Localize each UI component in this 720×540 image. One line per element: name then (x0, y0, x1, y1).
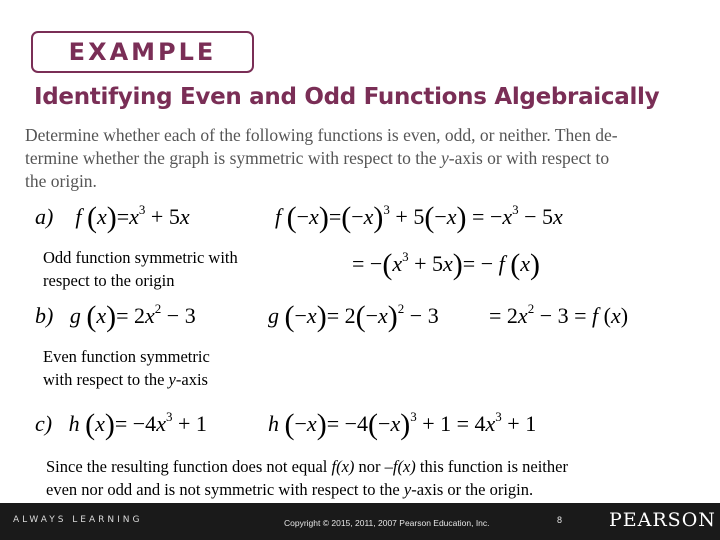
problem-statement (25, 124, 697, 193)
part-b-conclusion: Even function symmetric with respect to the y-axis (43, 347, 210, 389)
part-c-evaluation: h $(-x)= -4(-x)^3 + 1 = 4x^3 + 1$ (268, 408, 537, 441)
page-number: 8 (557, 515, 563, 525)
prompt-line-2: termine whether the graph is symmetric with respect to the y-axis or with respect to (25, 148, 610, 168)
prompt-line-3: the origin. (25, 171, 97, 191)
footer-bar (0, 503, 720, 540)
part-c-conclusion: Since the resulting function does not equal f(x) nor –f(x) this function is neither even nor odd and is not symmetric with respect to the y-axis or the origin. (46, 457, 568, 499)
part-a-evaluation: f $(-x)=(-x)^3 + 5(-x) = -x^3 - 5x$ (275, 201, 563, 234)
part-b-result: = $2x^2 - 3 = f$ (x) (489, 301, 629, 328)
part-b-evaluation: g $(-x)= 2(-x)^2 - 3$ (268, 300, 439, 333)
pearson-logo: PEARSON (609, 509, 716, 531)
part-b-function: b) g $(x)= 2x^2 - 3$ (35, 300, 196, 333)
part-c-function: c) h $(x)= -4x^3 + 1$ (35, 408, 207, 441)
copyright-text: Copyright © 2015, 2011, 2007 Pearson Education, Inc. (284, 518, 490, 528)
part-a-conclusion: Odd function symmetric with respect to the origin (43, 248, 238, 290)
footer-tagline: ALWAYS LEARNING (13, 515, 143, 525)
part-a-function: a) f $(x)=x^3 + 5x$ (35, 201, 190, 234)
part-a-result: = $-(x^3 + 5x)= - f$ (x) (352, 248, 540, 281)
prompt-line-1: Determine whether each of the following functions is even, odd, or neither. Then de- (25, 125, 618, 145)
example-badge: EXAMPLE (31, 31, 254, 73)
slide-title: Identifying Even and Odd Functions Algebraically (34, 84, 660, 110)
